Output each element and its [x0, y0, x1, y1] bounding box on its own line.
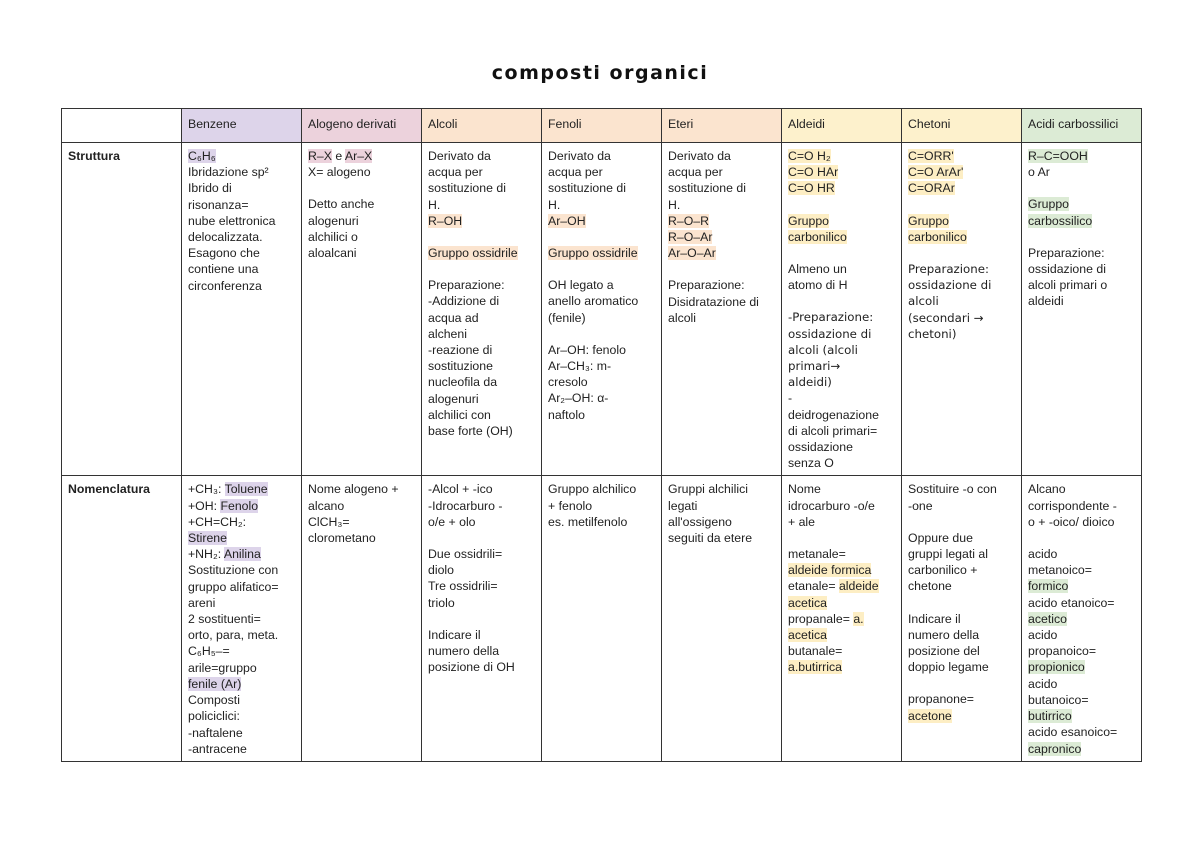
text-line: Ar–CH₃: m-	[548, 359, 612, 374]
text-line: propanone=	[908, 692, 974, 707]
text-line: acqua per	[668, 165, 723, 180]
group-label: Gruppo	[908, 213, 950, 228]
compound-name: acetone	[908, 708, 952, 723]
text-line: Preparazione:	[1028, 245, 1105, 260]
text-line: posizione del	[908, 644, 980, 659]
col-header-alogeno-derivati: Alogeno derivati	[302, 109, 422, 143]
text-line: Disidratazione di	[668, 294, 759, 309]
text-line: policiclici:	[188, 709, 240, 724]
text-line: alcoli (alcoli	[788, 342, 858, 357]
col-header-fenoli: Fenoli	[542, 109, 662, 143]
text-line: contiene una	[188, 262, 259, 277]
text-line: atomo di H	[788, 278, 848, 293]
text-line: H.	[668, 197, 681, 212]
text-line: es. metilfenolo	[548, 514, 628, 529]
text-line: Esagono che	[188, 246, 260, 261]
text-line: metanoico=	[1028, 563, 1092, 578]
formula-ror: R–O–R	[668, 213, 710, 228]
text-line: Composti	[188, 693, 240, 708]
formula-conjunction: e	[331, 149, 345, 163]
group-label: Gruppo ossidrile	[548, 246, 638, 261]
text-line: Derivato da	[668, 149, 731, 163]
page-title: composti organici	[491, 62, 709, 84]
text-line: Ar₂–OH: α-	[548, 391, 609, 406]
cell-struttura-alcoli	[422, 143, 542, 476]
formula-roar: R–O–Ar	[668, 230, 713, 245]
text-line: di alcoli primari=	[788, 423, 878, 438]
text-line: acido etanoico=	[1028, 595, 1115, 610]
text-line: sostituzione	[428, 359, 493, 374]
text-line: ossidazione di	[908, 278, 992, 293]
compound-name: Fenolo	[220, 498, 259, 513]
compound-name: acetica	[788, 595, 827, 610]
compound-name: formico	[1028, 579, 1069, 594]
text-line: chetone	[908, 579, 952, 594]
text-line: o + -oico/ dioico	[1028, 514, 1115, 529]
text-line: (secondari →	[908, 310, 984, 325]
text-line: doppio legame	[908, 660, 989, 675]
compound-name: a.butirrica	[788, 660, 842, 675]
text-line: posizione di OH	[428, 660, 515, 675]
group-label: carbonilico	[788, 229, 847, 244]
compound-name: acetica	[788, 628, 827, 643]
text-line: butanale=	[788, 644, 843, 659]
group-label: carbonilico	[908, 229, 967, 244]
text-line: Derivato da	[548, 149, 611, 163]
text-line: Ibrido di	[188, 181, 232, 196]
cell-nomenclatura-aldeidi	[782, 476, 902, 762]
benzene-formula: C₆H₆	[188, 149, 216, 163]
text-line: H.	[428, 197, 441, 212]
text-line: C₆H₅–=	[188, 644, 230, 659]
formula-aroar: Ar–O–Ar	[668, 246, 716, 261]
compound-name: Anilina	[223, 547, 261, 562]
text-line: alchilici o	[308, 229, 358, 244]
cell-nomenclatura-fenoli	[542, 476, 662, 762]
compound-name: propionico	[1028, 660, 1085, 675]
text-line: Ibridazione sp²	[188, 165, 269, 180]
text-line: risonanza=	[188, 197, 249, 212]
text-line: triolo	[428, 595, 455, 610]
text-line: circonferenza	[188, 278, 262, 293]
text-line: sostituzione di	[668, 181, 746, 196]
text-line: -naftalene	[188, 725, 243, 740]
text-line: clorometano	[308, 531, 376, 546]
formula-arx: Ar–X	[344, 149, 373, 163]
formula-rcooh: R–C=OOH	[1028, 149, 1088, 163]
text-line: Nome alogeno +	[308, 482, 399, 497]
text-line: alcoli	[668, 310, 697, 325]
text-line: Ar–OH: fenolo	[548, 342, 626, 357]
text-line: acqua ad	[428, 310, 479, 325]
row-label-nomenclatura: Nomenclatura	[62, 476, 182, 762]
text-line: Preparazione:	[668, 278, 745, 293]
compound-name: capronico	[1028, 741, 1082, 756]
formula-coh2: C=O H₂	[788, 149, 831, 163]
col-header-benzene: Benzene	[182, 109, 302, 143]
text-line: all'ossigeno	[668, 514, 732, 529]
row-struttura	[62, 143, 1142, 476]
text-line: -Addizione di	[428, 294, 500, 309]
compound-name: Toluene	[224, 482, 268, 497]
row-label-struttura: Struttura	[62, 143, 182, 476]
cell-struttura-fenoli	[542, 143, 662, 476]
cell-struttura-eteri	[662, 143, 782, 476]
text-line: base forte (OH)	[428, 424, 513, 439]
cell-nomenclatura-chetoni	[902, 476, 1022, 762]
text-line: acido	[1028, 676, 1058, 691]
substituent-prefix: +NH₂:	[188, 547, 224, 562]
text-line: acqua per	[548, 165, 603, 180]
text-line: numero della	[908, 627, 980, 642]
text-line: Gruppo alchilico	[548, 482, 637, 497]
text-line: gruppo alifatico=	[188, 579, 279, 594]
text-line: acido	[1028, 628, 1058, 643]
text-line: o/e + olo	[428, 514, 476, 529]
cell-struttura-benzene	[182, 143, 302, 476]
text-line: -reazione di	[428, 343, 493, 358]
text-line: senza O	[788, 456, 834, 471]
compound-name: fenile (Ar)	[188, 676, 242, 691]
text-line: Almeno un	[788, 262, 847, 277]
text-line: + ale	[788, 514, 816, 529]
text-line: Gruppi alchilici	[668, 482, 748, 497]
text-line: deidrogenazione	[788, 407, 879, 422]
text-line: alcoli primari o	[1028, 278, 1108, 293]
text-line: aldeidi)	[788, 375, 832, 390]
text-line: nube elettronica	[188, 213, 276, 228]
cell-nomenclatura-alcoli	[422, 476, 542, 762]
text-line: Sostituzione con	[188, 563, 279, 578]
text-line: metanale=	[788, 547, 846, 562]
text-line: Detto anche	[308, 197, 375, 212]
group-label: Gruppo ossidrile	[428, 246, 518, 261]
text-line: areni	[188, 595, 216, 610]
text-line: o Ar	[1028, 165, 1050, 180]
cell-nomenclatura-benzene	[182, 476, 302, 762]
formula-cohar: C=O HAr	[788, 165, 839, 180]
text-line: alcheni	[428, 326, 467, 341]
formula-cohr: C=O HR	[788, 181, 835, 196]
text-line: cresolo	[548, 375, 588, 390]
text-line: -	[788, 391, 793, 406]
text-line: butanoico=	[1028, 692, 1089, 707]
text-line: nucleofila da	[428, 375, 498, 390]
text-line: etanale=	[788, 579, 839, 594]
row-nomenclatura	[62, 476, 1142, 762]
text-line: alogenuri	[428, 391, 479, 406]
text-line: alcoli	[908, 294, 939, 309]
text-line: -Alcol + -ico	[428, 482, 493, 497]
text-line: 2 sostituenti=	[188, 612, 261, 627]
text-line: Alcano	[1028, 482, 1066, 497]
text-line: carbonilico +	[908, 563, 978, 578]
substituent-prefix: +CH=CH₂:	[188, 514, 250, 529]
text-line: -one	[908, 498, 933, 513]
text-line: anello aromatico	[548, 294, 639, 309]
substituent-prefix: +CH₃:	[188, 482, 225, 497]
text-line: OH legato a	[548, 278, 614, 293]
group-label: Gruppo	[788, 213, 830, 228]
text-line: propanale=	[788, 611, 854, 626]
col-header-alcoli: Alcoli	[422, 109, 542, 143]
text-line: alchilici con	[428, 407, 491, 422]
text-line: X= alogeno	[308, 165, 371, 180]
text-line: aloalcani	[308, 246, 357, 261]
text-line: Oppure due	[908, 530, 973, 545]
formula-coarar: C=O ArAr'	[908, 165, 964, 180]
text-line: Due ossidrili=	[428, 547, 503, 562]
cell-struttura-aldeidi	[782, 143, 902, 476]
text-line: acqua per	[428, 165, 483, 180]
compound-name: butirrico	[1028, 709, 1072, 724]
group-label: Gruppo	[1028, 197, 1070, 212]
cell-nomenclatura-eteri	[662, 476, 782, 762]
text-line: + fenolo	[548, 498, 593, 513]
formula-corar: C=ORAr	[908, 181, 955, 196]
col-header-aldeidi: Aldeidi	[782, 109, 902, 143]
text-line: Nome	[788, 482, 821, 497]
text-line: chetoni)	[908, 326, 957, 341]
corner-cell	[62, 109, 182, 143]
text-line: acido esanoico=	[1028, 725, 1118, 740]
text-line: Indicare il	[428, 627, 481, 642]
compound-name: a.	[853, 611, 864, 626]
text-line: alogenuri	[308, 213, 359, 228]
col-header-chetoni: Chetoni	[902, 109, 1022, 143]
text-line: aldeidi	[1028, 294, 1064, 309]
text-line: sostituzione di	[428, 181, 506, 196]
text-line: numero della	[428, 644, 500, 659]
col-header-acidi-carbossilici: Acidi carbossilici	[1022, 109, 1142, 143]
cell-nomenclatura-acidi	[1022, 476, 1142, 762]
text-line: Preparazione:	[428, 278, 505, 293]
compound-name: aldeide	[838, 579, 879, 594]
formula-roh: R–OH	[428, 213, 463, 228]
text-line: gruppi legati al	[908, 547, 988, 562]
text-line: ossidazione di	[1028, 262, 1106, 277]
text-line: acido	[1028, 547, 1058, 562]
text-line: orto, para, meta.	[188, 628, 279, 643]
text-line: diolo	[428, 563, 454, 578]
text-line: Derivato da	[428, 149, 491, 163]
text-line: (fenile)	[548, 310, 586, 325]
cell-struttura-acidi	[1022, 143, 1142, 476]
header-row	[62, 109, 1142, 143]
formula-aroh: Ar–OH	[548, 213, 586, 228]
text-line: idrocarburo -o/e	[788, 498, 875, 513]
text-line: arile=gruppo	[188, 660, 257, 675]
text-line: Preparazione:	[908, 262, 989, 277]
text-line: ossidazione di	[788, 326, 872, 341]
text-line: seguiti da etere	[668, 531, 753, 546]
formula-corr: C=ORR'	[908, 149, 954, 163]
text-line: corrispondente -	[1028, 498, 1117, 513]
group-label: carbossilico	[1028, 213, 1093, 228]
text-line: delocalizzata.	[188, 230, 263, 245]
compound-name: Stirene	[188, 531, 227, 546]
compound-name: aldeide formica	[788, 563, 872, 578]
text-line: H.	[548, 197, 561, 212]
compound-name: acetico	[1028, 611, 1067, 626]
formula-rx: R–X	[308, 149, 332, 163]
cell-nomenclatura-alogeno	[302, 476, 422, 762]
col-header-eteri: Eteri	[662, 109, 782, 143]
text-line: sostituzione di	[548, 181, 626, 196]
text-line: -antracene	[188, 741, 247, 756]
text-line: -Preparazione:	[788, 310, 874, 325]
cell-struttura-chetoni	[902, 143, 1022, 476]
organic-compounds-table	[61, 108, 1142, 762]
text-line: primari→	[788, 359, 841, 374]
text-line: Indicare il	[908, 611, 961, 626]
text-line: ClCH₃=	[308, 514, 350, 529]
text-line: Sostituire -o con	[908, 482, 997, 497]
cell-struttura-alogeno	[302, 143, 422, 476]
text-line: propanoico=	[1028, 644, 1097, 659]
text-line: alcano	[308, 498, 345, 513]
text-line: ossidazione	[788, 440, 853, 455]
text-line: naftolo	[548, 407, 585, 422]
text-line: -Idrocarburo -	[428, 498, 503, 513]
text-line: legati	[668, 498, 698, 513]
text-line: Tre ossidrili=	[428, 579, 498, 594]
substituent-prefix: +OH:	[188, 498, 221, 513]
